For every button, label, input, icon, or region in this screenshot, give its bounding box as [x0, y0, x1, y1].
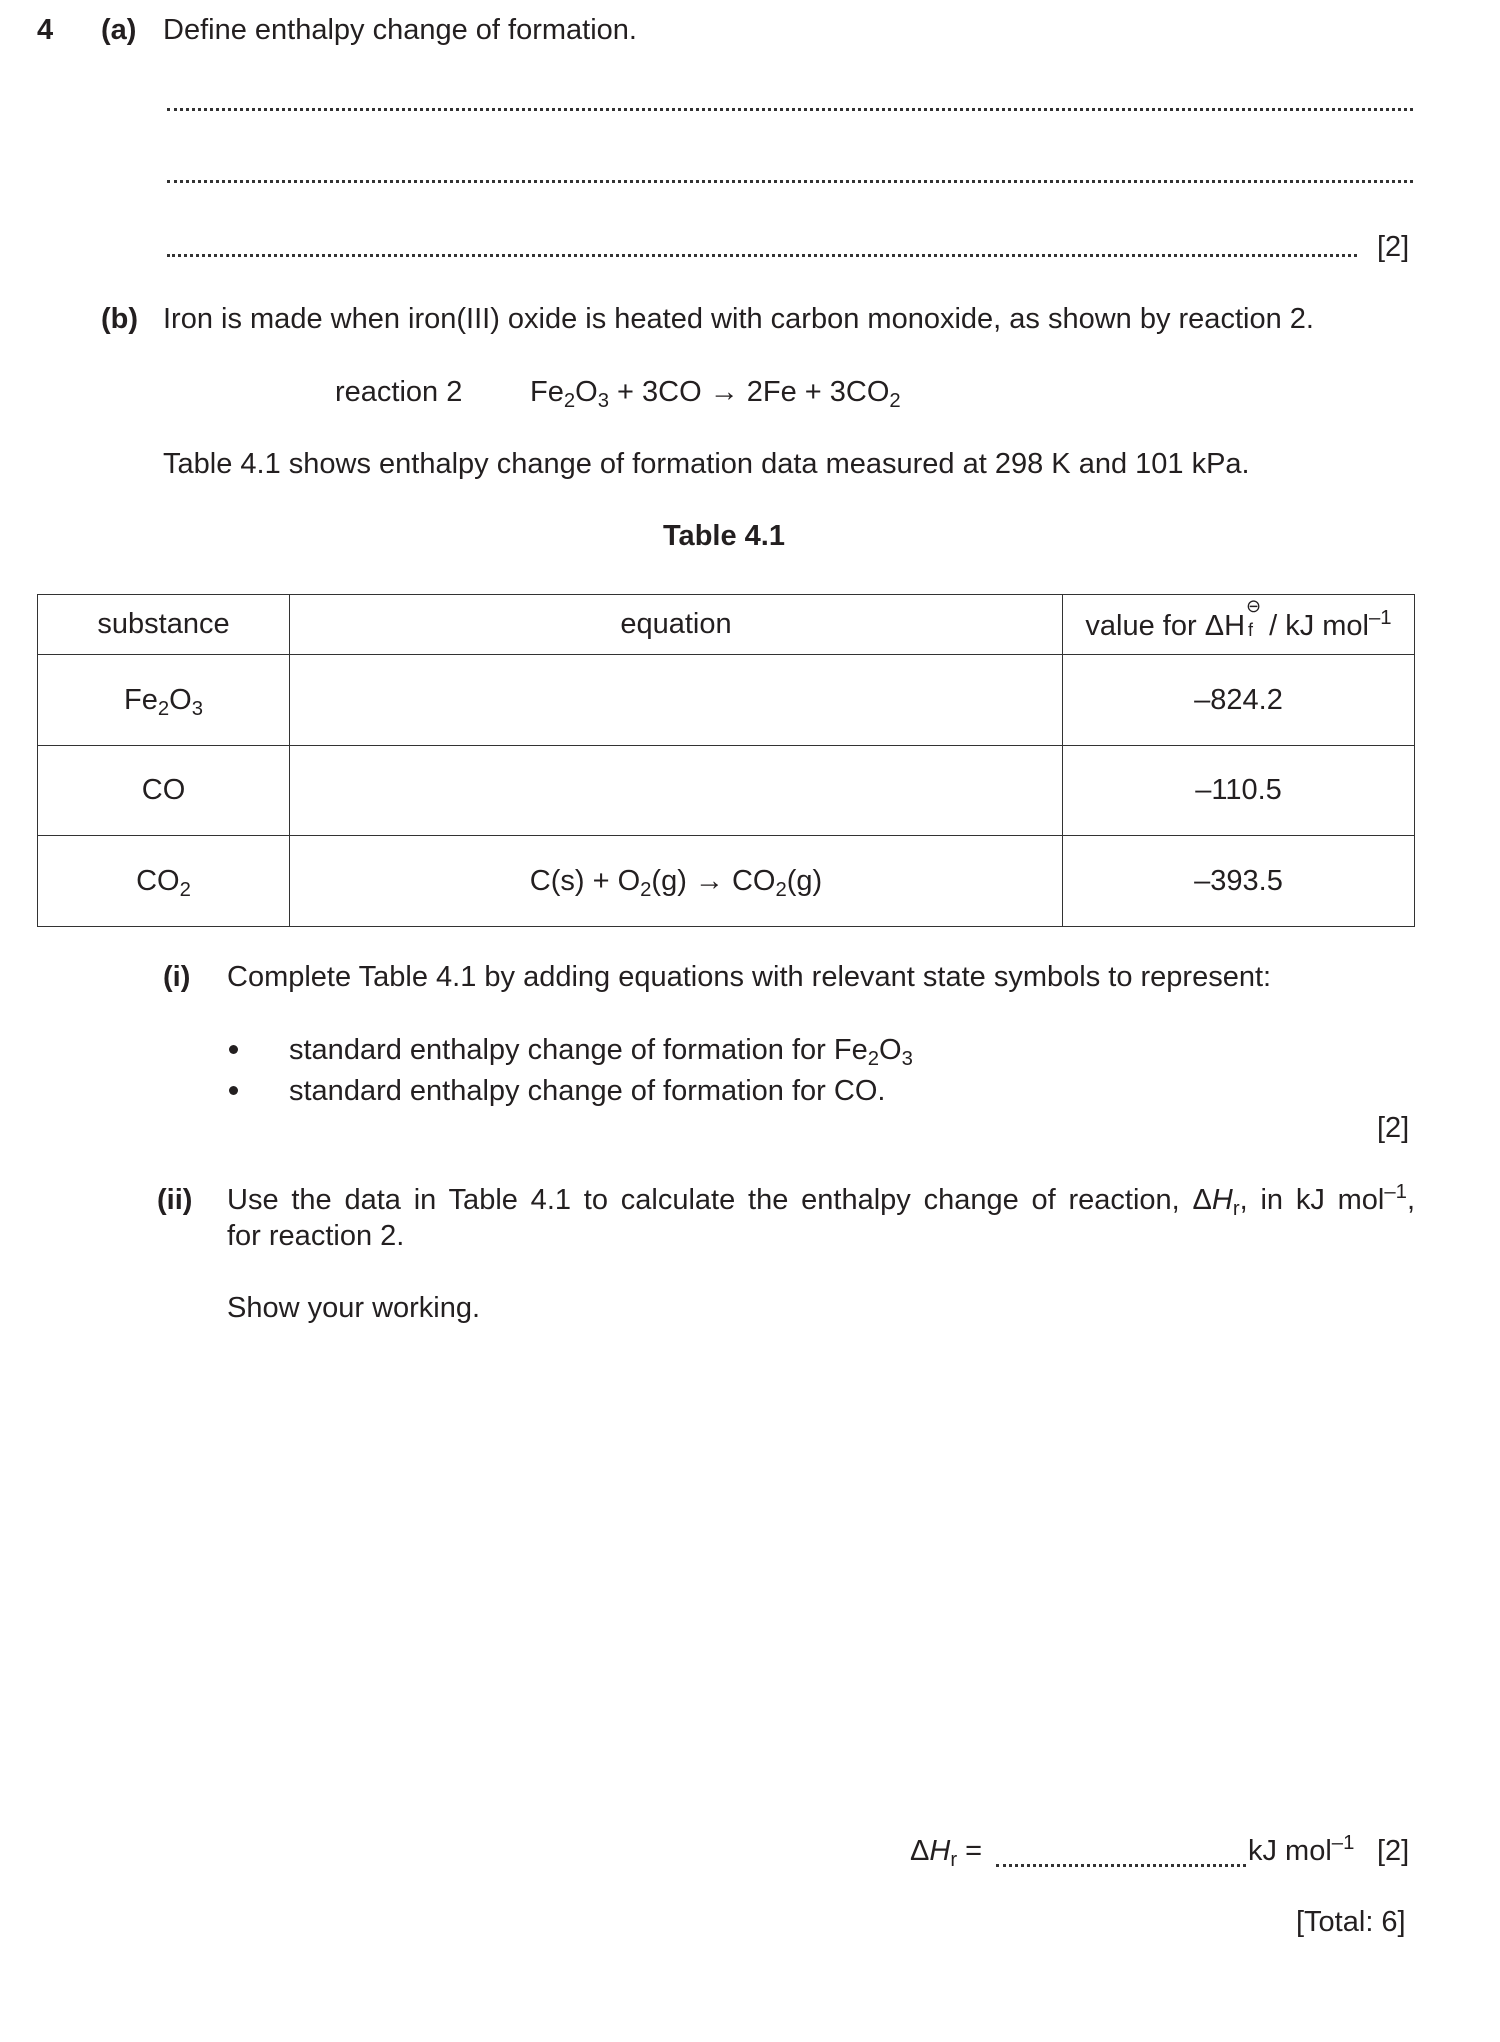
answer-label: $\Delta H_r$ = — [910, 1835, 983, 1872]
answer-line[interactable] — [996, 1864, 1246, 1867]
reaction-equation: $Fe_2O_3 + 3CO \to 2Fe + 3CO_2$ — [530, 376, 901, 413]
part-i-question: Complete Table 4.1 by adding equations with relevant state symbols to represent: — [227, 961, 1272, 993]
bullet-text-2: standard enthalpy change of formation for CO. — [289, 1075, 886, 1107]
part-ii-label: (ii) — [157, 1184, 193, 1216]
table-row — [38, 746, 1415, 836]
enthalpy-table — [37, 594, 1415, 927]
show-working-instruction: Show your working. — [227, 1292, 481, 1324]
header-value: value for ΔH ⊖ f / kJ mol$^{-1}$ — [1063, 595, 1415, 655]
part-a-question: Define enthalpy change of formation. — [163, 14, 637, 46]
part-i-marks: [2] — [1377, 1112, 1410, 1144]
answer-line-1[interactable] — [167, 108, 1413, 111]
part-i-label: (i) — [163, 961, 191, 993]
reaction-label: reaction 2 — [335, 376, 463, 408]
value-cell: –110.5 — [1063, 746, 1415, 836]
substance-cell: $CO_2$ — [38, 836, 290, 927]
table-header-row — [38, 595, 1415, 655]
header-equation: equation — [290, 595, 1063, 655]
table-row — [38, 655, 1415, 746]
total-marks: [Total: 6] — [1296, 1906, 1406, 1938]
part-ii-question: Use the data in Table 4.1 to calculate the enthalpy change of reaction, $\Delta H_r$, in kJ mol$^{-1}$, — [227, 1180, 1415, 1221]
value-cell: –824.2 — [1063, 655, 1415, 746]
value-cell: –393.5 — [1063, 836, 1415, 927]
header-substance: substance — [38, 595, 290, 655]
substance-cell: $Fe_2O_3$ — [38, 655, 290, 746]
equation-answer-cell[interactable] — [290, 746, 1063, 836]
part-a-marks: [2] — [1377, 231, 1410, 263]
part-b-intro: Iron is made when iron(III) oxide is heated with carbon monoxide, as shown by reaction 2. — [163, 303, 1314, 335]
equation-cell: $C(s) + O_2(g) \to CO_2(g)$ — [290, 836, 1063, 927]
answer-units: kJ mol$^{-1}$ — [1248, 1831, 1355, 1867]
part-ii-question-line2: for reaction 2. — [227, 1220, 405, 1252]
table-row — [38, 836, 1415, 927]
table-title: Table 4.1 — [663, 520, 785, 552]
question-number: 4 — [37, 14, 54, 46]
part-ii-marks: [2] — [1377, 1835, 1410, 1867]
bullet-icon — [229, 1045, 238, 1054]
substance-cell: CO — [38, 746, 290, 836]
equation-answer-cell[interactable] — [290, 655, 1063, 746]
bullet-icon — [229, 1086, 238, 1095]
answer-line-3[interactable] — [167, 254, 1357, 257]
table-intro: Table 4.1 shows enthalpy change of formation data measured at 298 K and 101 kPa. — [163, 448, 1250, 480]
answer-line-2[interactable] — [167, 180, 1413, 183]
bullet-text-1: standard enthalpy change of formation for $Fe_2O_3$ — [289, 1034, 913, 1071]
part-a-label: (a) — [101, 14, 137, 46]
part-b-label: (b) — [101, 303, 139, 335]
